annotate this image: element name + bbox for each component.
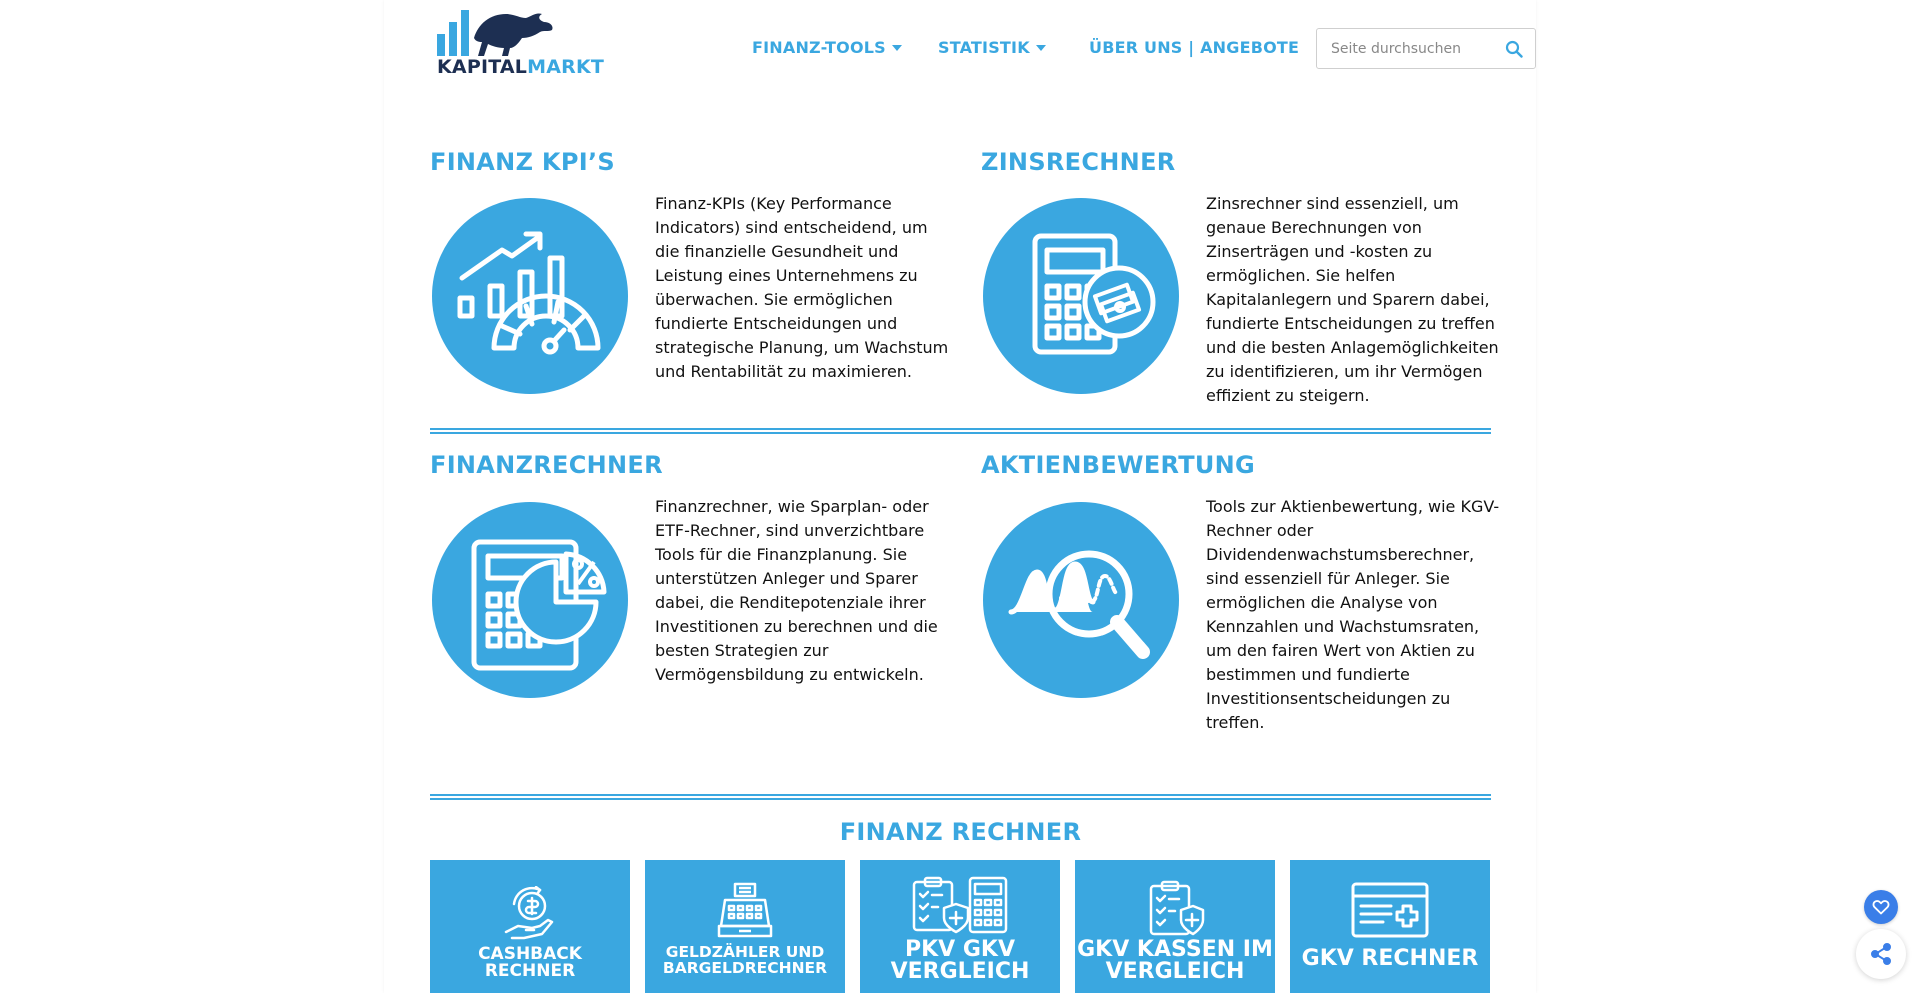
tile-cashback-rechner[interactable] [430, 860, 630, 993]
tile-label-line1: PKV GKV [905, 937, 1015, 962]
tile-label-line2: VERGLEICH [1105, 959, 1245, 984]
zinsrechner-image[interactable] [983, 198, 1179, 394]
section-text-zinsrechner: Zinsrechner sind essenziell, um genaue Berechnungen von Zinserträgen und -kosten zu ermöglichen. Sie helfen Kapitalanlegern und Sparern dabei, fundierte Entscheidungen zu treffen und die besten Anlagemöglichkeiten zu identifizieren, um ihr Vermögen effizient zu steigern. [1206, 194, 1499, 405]
caret-down-icon [892, 45, 902, 51]
section-text-finanz-kpis: Finanz-KPIs (Key Performance Indicators) sind entscheidend, um die finanzielle Gesundheit und Leistung eines Unternehmens zu überwachen. Sie ermöglichen fundierte Entscheidungen und strategische Planung, um Wachstum und Rentabilität zu maximieren. [655, 194, 949, 381]
logo-wordmark-part2: MARKT [527, 56, 605, 78]
health-card-icon [1351, 882, 1429, 938]
clipboard-shield-icon [1145, 880, 1205, 936]
logo-wordmark-part1: KAPITAL [437, 56, 528, 78]
finanz-kpis-image[interactable] [432, 198, 628, 394]
nav-ueber-uns-angebote[interactable] [1089, 38, 1299, 57]
kpi-chart-gauge-icon [432, 198, 628, 394]
tile-label: GKV RECHNER [1301, 946, 1479, 971]
section-title-finanzrechner[interactable]: FINANZRECHNER [430, 451, 663, 479]
favorite-button[interactable] [1864, 890, 1898, 924]
search-button[interactable] [1505, 40, 1523, 58]
cashback-hand-coin-icon [500, 886, 560, 944]
nav-statistik[interactable] [938, 38, 1046, 57]
section-text-aktienbewertung: Tools zur Aktienbewertung, wie KGV-Rechner oder Dividendenwachstumsberechner, sind essenziell für Anleger. Sie ermöglichen die Analyse von Kennzahlen und Wachstumsraten, um den fairen Wert von Aktien zu bestimmen und fundierte Investitionsentscheidungen zu treffen. [1206, 497, 1500, 732]
section-title-zinsrechner[interactable]: ZINSRECHNER [981, 148, 1176, 176]
section-divider [430, 428, 1491, 434]
share-icon [1869, 942, 1893, 966]
tile-gkv-rechner[interactable] [1290, 860, 1490, 993]
search-box [1316, 28, 1536, 69]
calculator-percent-icon [432, 502, 628, 698]
aktienbewertung-image[interactable] [983, 502, 1179, 698]
tile-pkv-gkv-vergleich[interactable] [860, 860, 1060, 993]
tile-label-line1: GELDZÄHLER UND [665, 943, 825, 961]
cash-register-icon [717, 882, 773, 940]
heart-icon [1872, 898, 1890, 916]
logo-wordmark[interactable] [437, 56, 604, 78]
search-icon [1505, 40, 1523, 58]
calculator-money-icon [983, 198, 1179, 394]
section-text-finanzrechner: Finanzrechner, wie Sparplan- oder ETF-Rechner, sind unverzichtbare Tools für die Finanzplanung. Sie unterstützen Anleger und Sparer dabei, die Renditepotenziale ihrer Investitionen zu berechnen und die besten Strategien zur Vermögensbildung zu entwickeln. [655, 497, 938, 684]
finanzrechner-image[interactable] [432, 502, 628, 698]
tile-label-line2: BARGELDRECHNER [662, 959, 828, 977]
share-button[interactable] [1856, 929, 1906, 979]
tile-gkv-kassen-vergleich[interactable] [1075, 860, 1275, 993]
tile-label-line1: GKV KASSEN IM [1077, 937, 1273, 962]
section-divider [430, 794, 1491, 800]
section-title-finanz-kpis[interactable]: FINANZ KPI’S [430, 148, 615, 176]
section-title-aktienbewertung[interactable]: AKTIENBEWERTUNG [981, 451, 1256, 479]
finanz-rechner-heading: FINANZ RECHNER [839, 818, 1082, 846]
nav-finanz-tools[interactable] [752, 38, 902, 57]
clipboard-calculator-icon [912, 876, 1008, 934]
nav-ueber-uns-label: ÜBER UNS | ANGEBOTE [1089, 38, 1300, 57]
nav-finanz-tools-label: FINANZ-TOOLS [752, 38, 886, 57]
tile-label-line2: VERGLEICH [890, 959, 1030, 984]
tile-geldzaehler[interactable] [645, 860, 845, 993]
magnifier-chart-icon [983, 502, 1179, 698]
caret-down-icon [1036, 45, 1046, 51]
search-input[interactable] [1317, 29, 1497, 68]
nav-statistik-label: STATISTIK [938, 38, 1030, 57]
tile-label: CASHBACK RECHNER [478, 944, 582, 981]
